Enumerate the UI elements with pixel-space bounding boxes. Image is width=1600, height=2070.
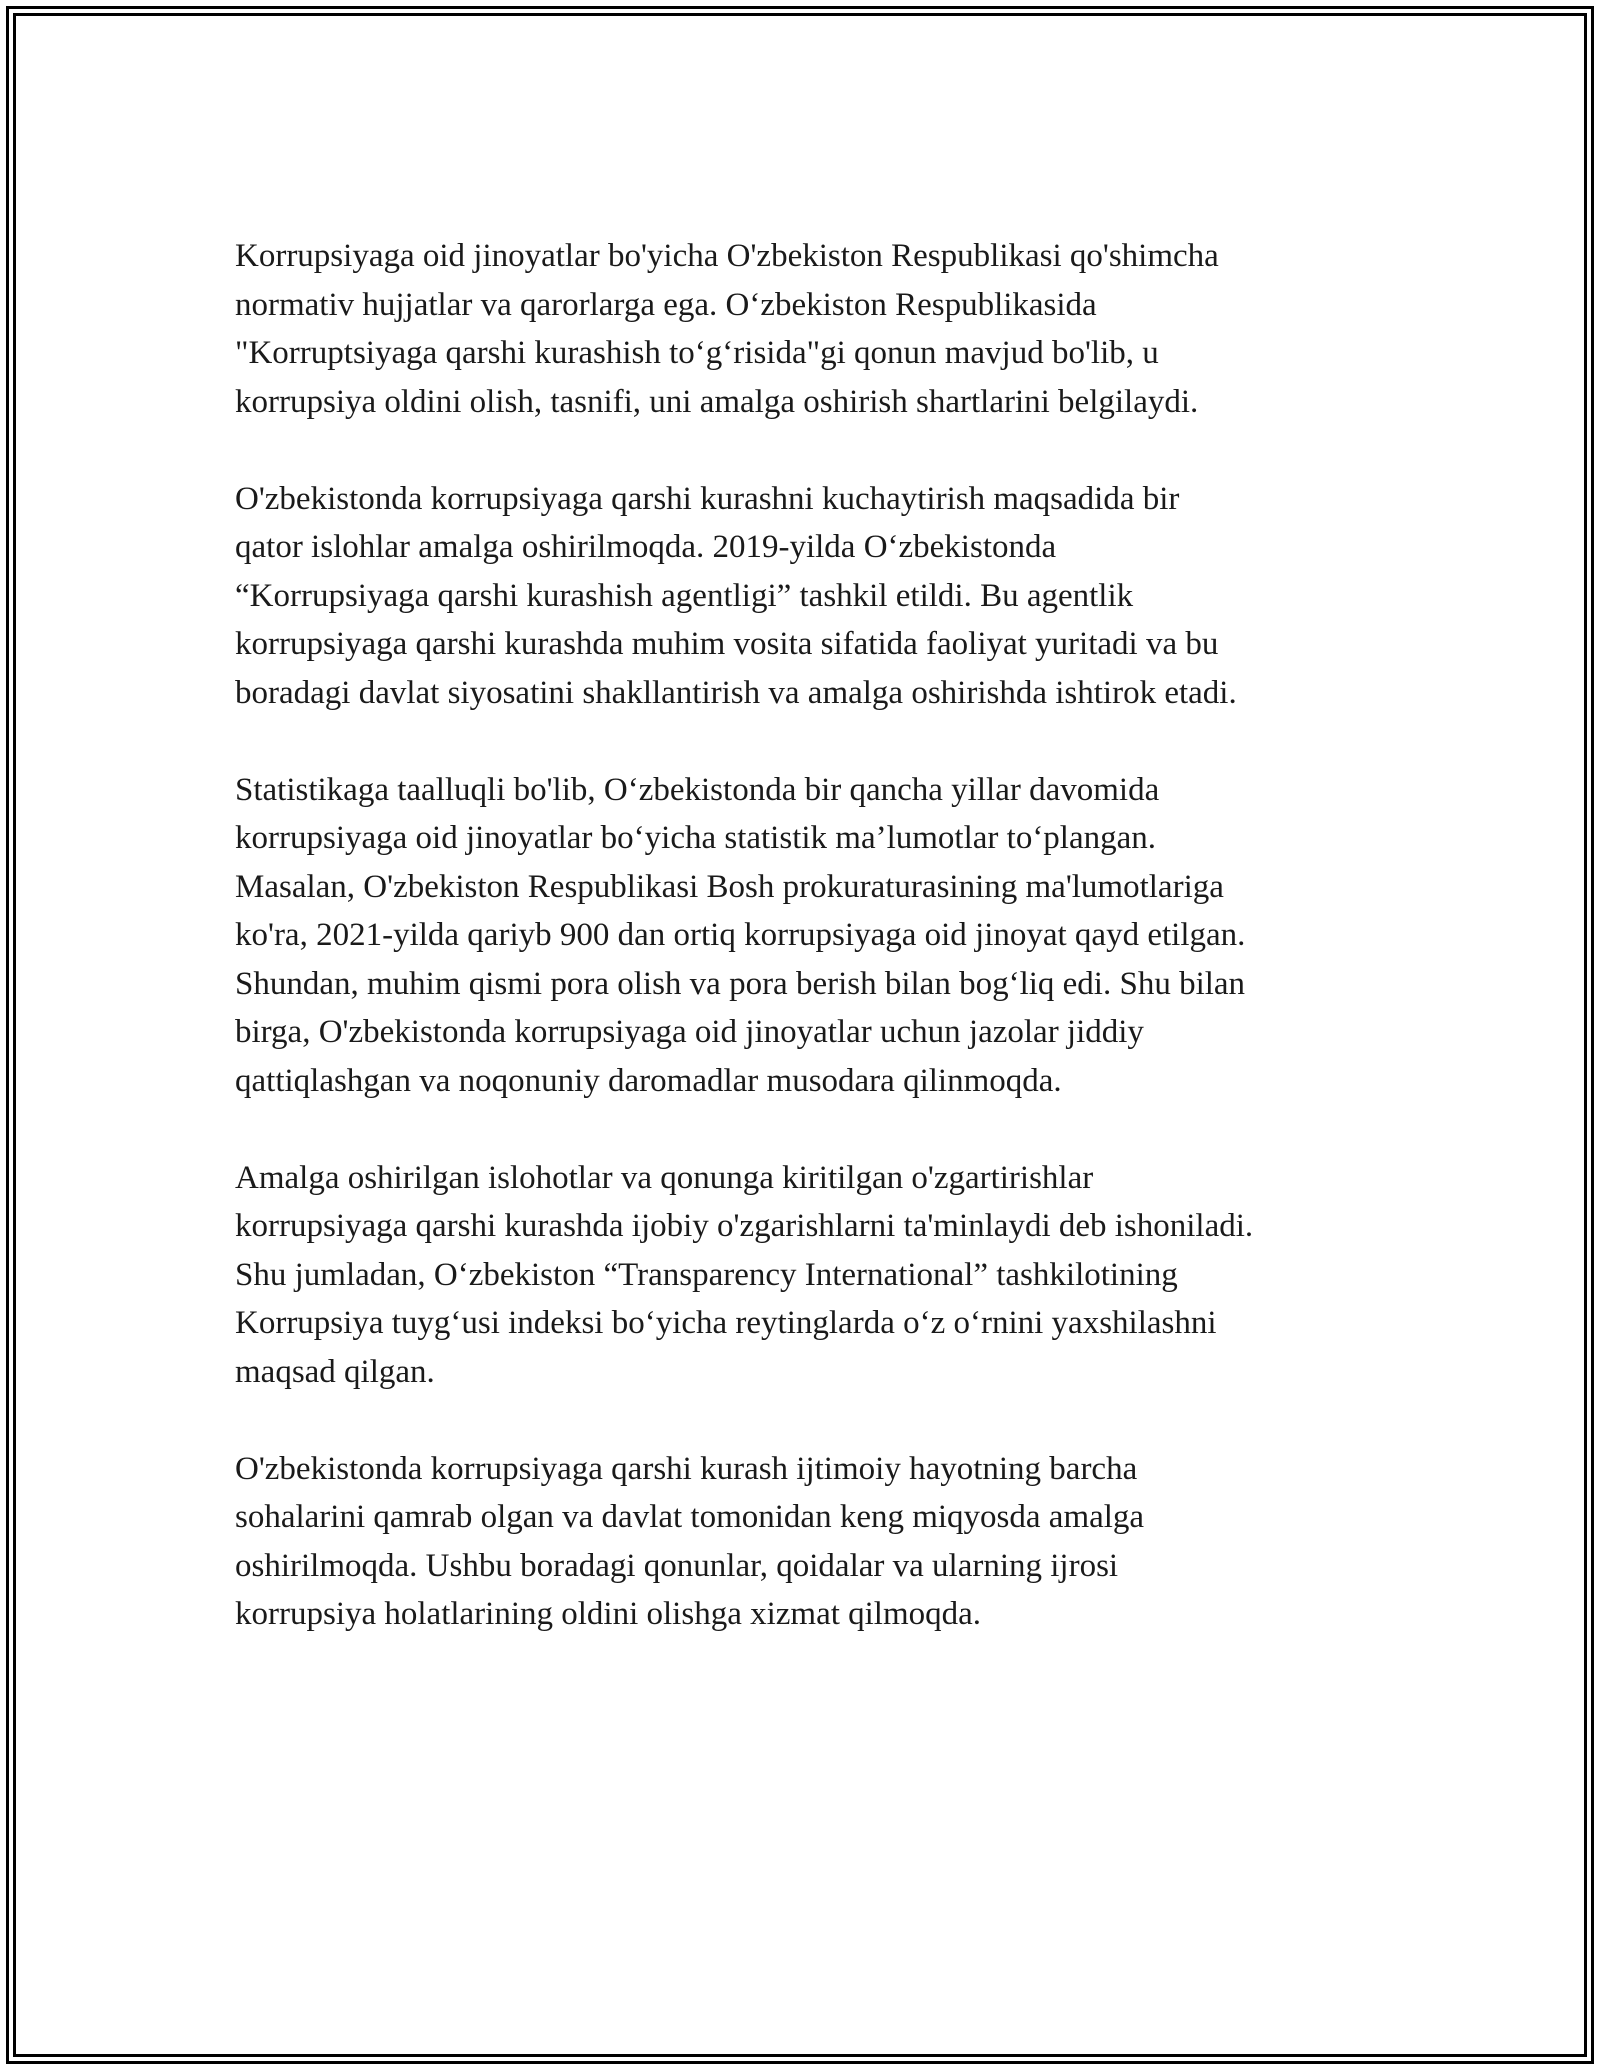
text-line: Shundan, muhim qismi pora olish va pora berish bilan bog‘liq edi. Shu bilan [235,965,1246,1002]
text-line: boradagi davlat siyosatini shakllantirish va amalga oshirishda ishtirok etadi. [235,674,1237,711]
text-line: korrupsiya holatlarining oldini olishga xizmat qilmoqda. [235,1596,982,1632]
text-line: Korrupsiya tuyg‘usi indeksi bo‘yicha reytinglarda o‘z o‘rnini yaxshilashni [235,1305,1217,1341]
text-line: ko'ra, 2021-yilda qariyb 900 dan ortiq korrupsiyaga oid jinoyat qayd etilgan. [235,917,1246,953]
paragraph-reform-results [235,1154,1385,1397]
document-body [235,232,1385,1687]
paragraph-reforms-agency [235,475,1385,718]
text-line: Masalan, O'zbekiston Respublikasi Bosh prokuraturasining ma'lumotlariga [235,868,1224,905]
text-line: qator islohlar amalga oshirilmoqda. 2019-yilda O‘zbekistonda [235,529,1057,565]
text-line: maqsad qilgan. [235,1353,435,1390]
text-line: korrupsiyaga qarshi kurashda ijobiy o'zgarishlarni ta'minlaydi deb ishoniladi. [235,1208,1254,1244]
text-line: Statistikaga taalluqli bo'lib, O‘zbekistonda bir qancha yillar davomida [235,771,1160,808]
text-line: oshirilmoqda. Ushbu boradagi qonunlar, qoidalar va ularning ijrosi [235,1547,1119,1584]
text-line: Shu jumladan, O‘zbekiston “Transparency International” tashkilotining [235,1256,1178,1293]
text-line: birga, O'zbekistonda korrupsiyaga oid jinoyatlar uchun jazolar jiddiy [235,1014,1144,1050]
text-line: sohalarini qamrab olgan va davlat tomonidan keng miqyosda amalga [235,1499,1145,1535]
text-line: Amalga oshirilgan islohotlar va qonunga kiritilgan o'zgartirishlar [235,1159,1094,1196]
text-line: korrupsiya oldini olish, tasnifi, uni amalga oshirish shartlarini belgilaydi. [235,383,1199,420]
text-line: normativ hujjatlar va qarorlarga ega. O‘zbekiston Respublikasida [235,286,1097,323]
paragraph-legal-framework [235,232,1385,426]
text-line: qattiqlashgan va noqonuniy daromadlar musodara qilinmoqda. [235,1062,1062,1099]
text-line: Korrupsiyaga oid jinoyatlar bo'yicha O'zbekiston Respublikasi qo'shimcha [235,238,1219,274]
text-line: O'zbekistonda korrupsiyaga qarshi kurash ijtimoiy hayotning barcha [235,1450,1138,1487]
paragraph-conclusion [235,1445,1385,1639]
text-line: korrupsiyaga qarshi kurashda muhim vosita sifatida faoliyat yuritadi va bu [235,626,1219,662]
paragraph-statistics [235,766,1385,1106]
text-line: O'zbekistonda korrupsiyaga qarshi kurashni kuchaytirish maqsadida bir [235,480,1180,517]
text-line: "Korruptsiyaga qarshi kurashish to‘g‘risida"gi qonun mavjud bo'lib, u [235,335,1159,371]
text-line: korrupsiyaga oid jinoyatlar bo‘yicha statistik ma’lumotlar to‘plangan. [235,820,1157,856]
text-line: “Korrupsiyaga qarshi kurashish agentligi” tashkil etildi. Bu agentlik [235,577,1134,614]
